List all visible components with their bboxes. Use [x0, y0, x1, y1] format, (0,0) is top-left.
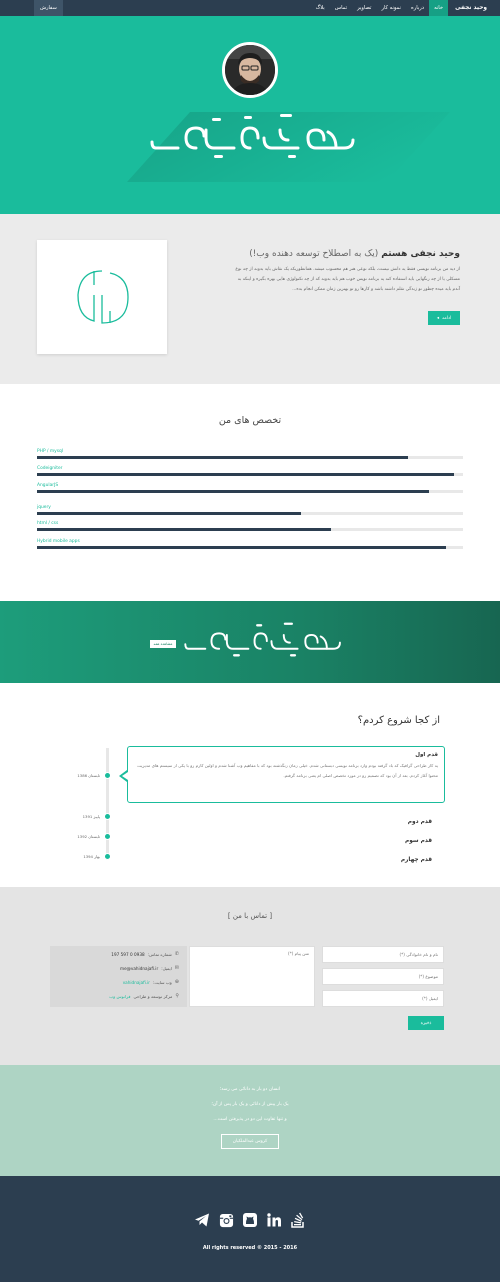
skill-track [37, 546, 463, 549]
timeline-step[interactable]: قدم دوم [407, 819, 432, 825]
skill-track [37, 456, 463, 459]
telegram-icon[interactable] [193, 1211, 211, 1229]
quote-line: انسان دو بار به دانائی می رسد؛ [219, 1087, 281, 1092]
timeline-card-arrow-inner [122, 772, 128, 780]
address-link[interactable]: فرانوس وب [109, 993, 131, 999]
skill-bar [37, 473, 454, 476]
phone-icon: ✆ [174, 951, 179, 957]
menu-item-contact[interactable]: تماس [334, 5, 348, 11]
skill-item [37, 483, 463, 493]
skill-item [37, 539, 463, 549]
website-row [123, 979, 179, 985]
website-label: وب سایت: [153, 979, 172, 985]
timeline-step[interactable]: قدم چهارم [400, 857, 432, 863]
menu-item-blog[interactable]: بلاگ [315, 5, 325, 11]
address-row [109, 993, 179, 999]
timeline-date: پاییز 1391 [82, 814, 100, 819]
timeline-dot [104, 833, 111, 840]
skill-track [37, 473, 463, 476]
banner-logo-icon [180, 618, 346, 658]
vahid-najafi-logo-icon [148, 108, 358, 160]
map-marker-icon: ⚲ [175, 993, 179, 999]
skills-title: تخصص های من [218, 415, 282, 426]
website-link[interactable]: vahidnajafi.ir [122, 979, 151, 985]
menu-item-home[interactable]: خانه [429, 0, 448, 16]
linkedin-icon[interactable] [265, 1211, 283, 1229]
github-icon[interactable] [241, 1211, 259, 1229]
skill-item [37, 449, 463, 459]
avatar [222, 42, 278, 98]
subject-field[interactable] [322, 968, 444, 985]
contact-title: [ تماس با من ] [227, 912, 273, 920]
quote-line: و تنها تفاوت این دو در پذیرفتن است... [213, 1117, 287, 1122]
brand-name[interactable]: وحید نجفی [455, 5, 487, 11]
email-label: ایمیل: [161, 965, 172, 971]
skill-label: Hybrid mobile apps [37, 539, 80, 544]
about-title [249, 249, 460, 259]
skill-bar [37, 528, 331, 531]
email-field[interactable] [322, 990, 444, 1007]
about-title-subtitle: (یک به اصطلاح توسعه دهنده وب!) [249, 249, 379, 259]
skill-track [37, 490, 463, 493]
email-row [120, 965, 179, 971]
message-field[interactable] [189, 946, 315, 1007]
skill-item [37, 521, 463, 531]
menu-item-portfolio[interactable]: نمونه کار [381, 5, 402, 11]
timeline-card[interactable] [127, 746, 445, 803]
phone-row [111, 951, 179, 957]
main-menu [311, 0, 492, 16]
name-field[interactable] [322, 946, 444, 963]
skill-item [37, 466, 463, 476]
skill-bar [37, 490, 429, 493]
read-more-button[interactable] [428, 311, 460, 325]
view-all-button[interactable]: مشاهده همه [150, 640, 176, 648]
skill-bar [37, 456, 408, 459]
about-text: از دید من برنامه نویسی فقط یه دانش نیست، بلکه نوعی هنر هم محسوب میشه. همانطوریکه یک نقاش باید بدونه از چه نوع مسکلی یا از چه رنگهایی باید استفاده کنه یه برنامه نویس خوب هم باید بدونه که از چه تکنولوژی هایی بهره بگیره و اینکه به آندم باید میده چطور تو زندگی تقلم داشته باشه و کارها رو تو بهترین زمان ممکن انجام بده... [235, 267, 460, 292]
timeline-title: از کجا شروع کردم؟ [357, 715, 440, 726]
timeline-line [106, 748, 109, 860]
envelope-icon: ✉ [174, 965, 179, 971]
menu-item-gallery[interactable]: تصاویر [357, 5, 372, 11]
timeline-card-text: یه کار طراحی گرافیک که باد گرفته بودم وارد برنامه نویسی دبستانی شدم. خیلی زمان زنگذشته بود که با مفاهیم وب آشنا شدم و اولین کارم رو با یکی از سیستم های مدیریت محتوا آغاز کردم. بعد از آن بود که تصمیم رو در مورد تخصص اصلی ام یعنی برنامه گرفتم. [137, 763, 438, 778]
phone-label: شماره تماس: [147, 951, 172, 957]
skill-bar [37, 546, 446, 549]
skill-label: PHP / mysql [37, 449, 64, 454]
quote-line: یک بار پیش از دانائی و یک بار پس از آن؛ [211, 1102, 289, 1107]
personal-logo-icon [72, 265, 132, 329]
top-navbar [0, 0, 500, 16]
timeline-step[interactable]: قدم سوم [405, 838, 432, 844]
personal-logo-card [37, 240, 167, 354]
skill-label: AngularJS [37, 483, 59, 488]
skill-label: jquery [37, 505, 51, 510]
timeline-dot [104, 772, 111, 779]
skill-bar [37, 512, 301, 515]
address-prefix: مرکز توسعه و طراحی [133, 993, 173, 999]
contact-info-box [50, 946, 187, 1007]
email-value[interactable]: me@vahidnajafi.ir [120, 965, 159, 971]
skill-track [37, 528, 463, 531]
skill-label: Codeigniter [37, 466, 63, 471]
read-more-label: ادامه [442, 315, 452, 321]
globe-icon: ⊕ [174, 979, 179, 985]
timeline-card-title: قدم اول [415, 752, 438, 758]
stackoverflow-icon[interactable] [289, 1211, 307, 1229]
copyright: All rights reserved © 2015 - 2016 [202, 1245, 298, 1251]
skill-track [37, 512, 463, 515]
about-title-name: وحید نجفی هستم [381, 249, 460, 259]
instagram-icon[interactable] [217, 1211, 235, 1229]
timeline-date: تابستان 1386 [77, 773, 100, 778]
timeline-date: تابستان 1392 [77, 834, 100, 839]
skill-label: html / css [37, 521, 59, 526]
order-button[interactable]: سفارش [34, 0, 63, 16]
phone-value: 0938 0 597 197 [111, 951, 145, 957]
quote-author-button[interactable]: کروس عبدالملکیان [221, 1134, 279, 1149]
skill-item [37, 505, 463, 515]
caret-left-icon: ◂ [436, 315, 440, 321]
social-links [193, 1210, 307, 1230]
menu-item-about[interactable]: درباره [411, 5, 425, 11]
timeline-dot [104, 813, 111, 820]
timeline-dot [104, 853, 111, 860]
timeline-date: بهار 1394 [83, 854, 100, 859]
submit-button[interactable]: ذخیره [408, 1016, 444, 1030]
